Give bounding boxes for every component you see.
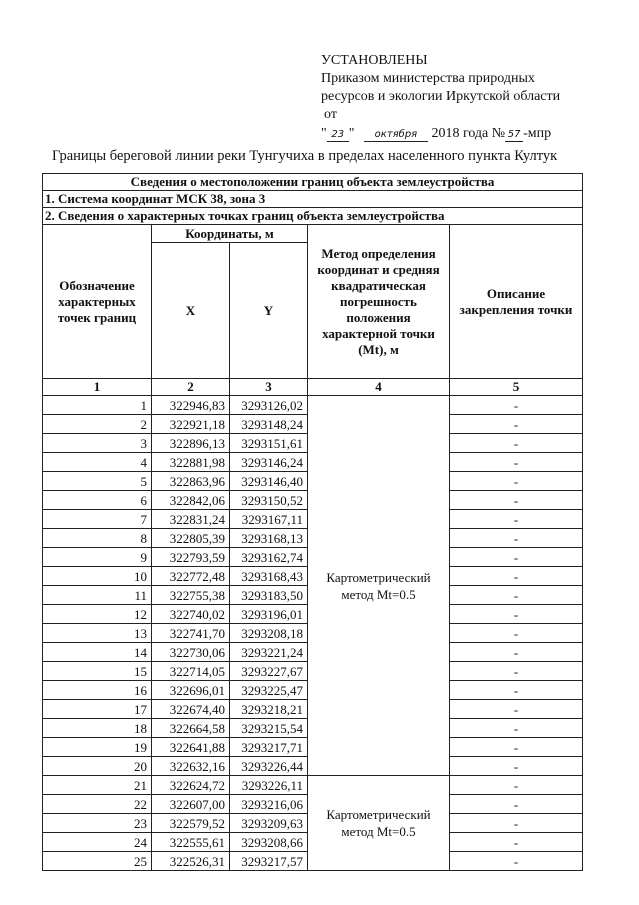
boundary-points-table (42, 173, 583, 871)
coord-x: 322624,72 (152, 776, 230, 795)
coord-x: 322755,38 (152, 586, 230, 605)
coord-x: 322881,98 (152, 453, 230, 472)
col-number-4: 4 (308, 379, 450, 396)
coord-y: 3293183,50 (230, 586, 308, 605)
point-description: - (450, 472, 583, 491)
point-number: 6 (43, 491, 152, 510)
coord-x: 322555,61 (152, 833, 230, 852)
approval-date-line (321, 125, 560, 143)
coord-y: 3293148,24 (230, 415, 308, 434)
coord-x: 322696,01 (152, 681, 230, 700)
coord-x: 322921,18 (152, 415, 230, 434)
point-number: 2 (43, 415, 152, 434)
coord-x: 322842,06 (152, 491, 230, 510)
coord-x: 322831,24 (152, 510, 230, 529)
header-coordinates: Координаты, м (152, 225, 308, 243)
coord-x: 322740,02 (152, 605, 230, 624)
table-row (43, 396, 583, 415)
point-number: 13 (43, 624, 152, 643)
coord-x: 322714,05 (152, 662, 230, 681)
coord-x: 322793,59 (152, 548, 230, 567)
approval-line-3: ресурсов и экологии Иркутской области (321, 89, 561, 104)
point-number: 9 (43, 548, 152, 567)
coord-y: 3293146,40 (230, 472, 308, 491)
point-description: - (450, 757, 583, 776)
point-number: 7 (43, 510, 152, 529)
coord-y: 3293215,54 (230, 719, 308, 738)
coord-y: 3293196,01 (230, 605, 308, 624)
point-number: 17 (43, 700, 152, 719)
coord-y: 3293217,71 (230, 738, 308, 757)
point-description: - (450, 776, 583, 795)
coord-x: 322772,48 (152, 567, 230, 586)
coord-y: 3293221,24 (230, 643, 308, 662)
coord-y: 3293227,67 (230, 662, 308, 681)
coord-x: 322741,70 (152, 624, 230, 643)
col-number-2: 2 (152, 379, 230, 396)
coord-x: 322674,40 (152, 700, 230, 719)
point-description: - (450, 529, 583, 548)
approval-suffix: -мпр (523, 126, 552, 141)
coord-y: 3293226,44 (230, 757, 308, 776)
point-description: - (450, 852, 583, 871)
coord-x: 322863,96 (152, 472, 230, 491)
point-number: 16 (43, 681, 152, 700)
point-description: - (450, 491, 583, 510)
header-point-label: Обозначение характерных точек границ (43, 225, 152, 379)
coord-x: 322641,88 (152, 738, 230, 757)
coord-y: 3293225,47 (230, 681, 308, 700)
col-number-1: 1 (43, 379, 152, 396)
point-description: - (450, 719, 583, 738)
coord-x: 322730,06 (152, 643, 230, 662)
point-number: 24 (43, 833, 152, 852)
coord-y: 3293146,24 (230, 453, 308, 472)
header-description: Описание закрепления точки (450, 225, 583, 379)
coord-y: 3293162,74 (230, 548, 308, 567)
point-number: 11 (43, 586, 152, 605)
point-number: 23 (43, 814, 152, 833)
point-description: - (450, 434, 583, 453)
method-cell: Картометрический метод Mt=0.5 (308, 776, 450, 871)
point-number: 10 (43, 567, 152, 586)
approval-line-4: от (324, 107, 337, 122)
coord-y: 3293218,21 (230, 700, 308, 719)
point-number: 20 (43, 757, 152, 776)
approval-heading: УСТАНОВЛЕНЫ (321, 53, 428, 68)
col-number-5: 5 (450, 379, 583, 396)
point-description: - (450, 567, 583, 586)
section-points-info: 2. Сведения о характерных точках границ объекта землеустройства (43, 208, 583, 225)
point-number: 19 (43, 738, 152, 757)
coord-x: 322805,39 (152, 529, 230, 548)
point-number: 22 (43, 795, 152, 814)
header-y: Y (230, 243, 308, 379)
point-description: - (450, 700, 583, 719)
point-number: 1 (43, 396, 152, 415)
coord-y: 3293126,02 (230, 396, 308, 415)
point-description: - (450, 814, 583, 833)
coord-y: 3293150,52 (230, 491, 308, 510)
point-number: 18 (43, 719, 152, 738)
coord-y: 3293167,11 (230, 510, 308, 529)
coord-y: 3293217,57 (230, 852, 308, 871)
coord-x: 322896,13 (152, 434, 230, 453)
coord-x: 322664,58 (152, 719, 230, 738)
point-description: - (450, 415, 583, 434)
coord-x: 322526,31 (152, 852, 230, 871)
approval-number: 57 (505, 128, 523, 142)
approval-month: октября (364, 128, 428, 142)
point-description: - (450, 738, 583, 757)
point-number: 5 (43, 472, 152, 491)
point-description: - (450, 548, 583, 567)
point-description: - (450, 396, 583, 415)
coord-x: 322579,52 (152, 814, 230, 833)
point-number: 21 (43, 776, 152, 795)
point-number: 25 (43, 852, 152, 871)
method-cell: Картометрический метод Mt=0.5 (308, 396, 450, 776)
point-description: - (450, 510, 583, 529)
point-number: 3 (43, 434, 152, 453)
point-number: 12 (43, 605, 152, 624)
approval-year: 2018 года № (431, 126, 506, 141)
point-number: 15 (43, 662, 152, 681)
point-description: - (450, 605, 583, 624)
approval-day: 23 (327, 128, 349, 142)
point-description: - (450, 586, 583, 605)
point-description: - (450, 681, 583, 700)
coord-x: 322632,16 (152, 757, 230, 776)
approval-line-2: Приказом министерства природных (321, 71, 535, 86)
document-subtitle: Границы береговой линии реки Тунгучиха в пределах населенного пункта Култук (52, 148, 558, 164)
approval-block (321, 52, 560, 143)
coord-y: 3293208,66 (230, 833, 308, 852)
point-number: 14 (43, 643, 152, 662)
section-coordinate-system: 1. Система координат МСК 38, зона 3 (43, 191, 583, 208)
coord-x: 322946,83 (152, 396, 230, 415)
point-description: - (450, 643, 583, 662)
coord-y: 3293226,11 (230, 776, 308, 795)
col-number-3: 3 (230, 379, 308, 396)
point-number: 8 (43, 529, 152, 548)
table-row (43, 776, 583, 795)
point-number: 4 (43, 453, 152, 472)
header-method: Метод определения координат и средняя квадратическая погрешность положения характерной точки (Mt), м (308, 225, 450, 379)
coord-y: 3293209,63 (230, 814, 308, 833)
quote-close: " (348, 126, 355, 141)
coord-y: 3293168,43 (230, 567, 308, 586)
point-description: - (450, 453, 583, 472)
table-title: Сведения о местоположении границ объекта землеустройства (43, 174, 583, 191)
coord-x: 322607,00 (152, 795, 230, 814)
header-x: X (152, 243, 230, 379)
coord-y: 3293168,13 (230, 529, 308, 548)
point-description: - (450, 662, 583, 681)
coord-y: 3293216,06 (230, 795, 308, 814)
coord-y: 3293208,18 (230, 624, 308, 643)
point-description: - (450, 833, 583, 852)
coord-y: 3293151,61 (230, 434, 308, 453)
quote-open: " (321, 126, 327, 141)
point-description: - (450, 795, 583, 814)
point-description: - (450, 624, 583, 643)
